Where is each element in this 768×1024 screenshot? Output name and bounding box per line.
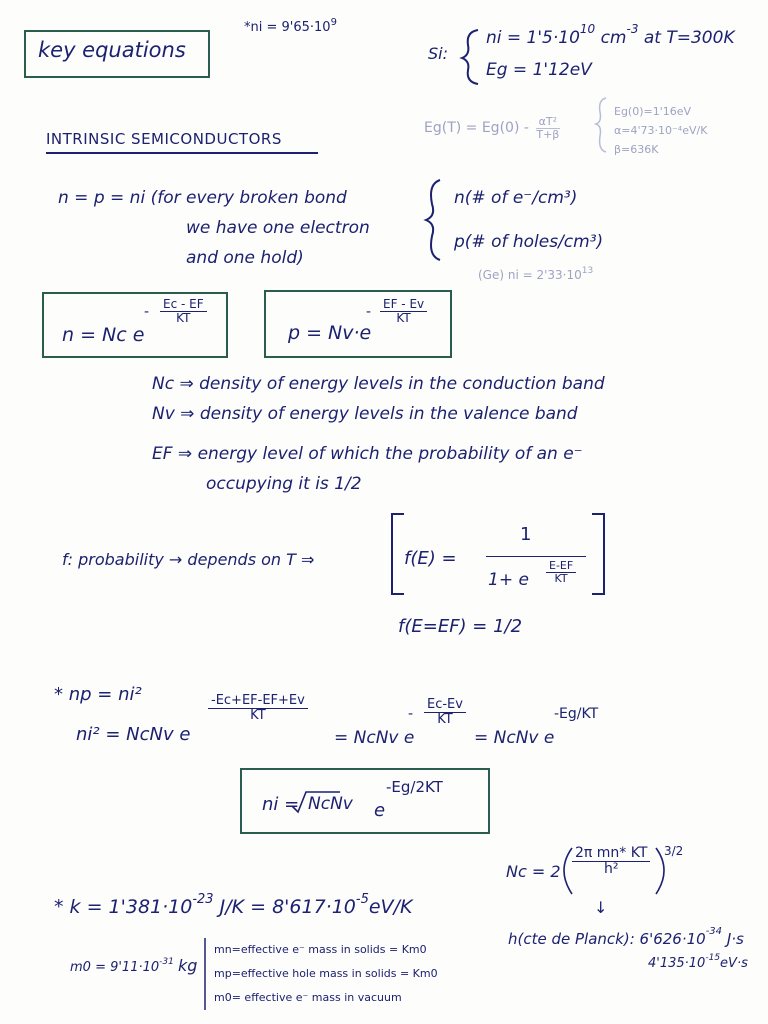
eg-notes: Eg(0)=1'16eV α=4'73·10⁻⁴eV/K β=636K [614,105,708,156]
eg-brace [596,98,606,152]
eg-formula: Eg(T) = Eg(0) - $\frac{\text{αT²}}{T+\beta}$ [424,115,560,141]
si-ni: ni = $1'5\cdot 10^{10}$ $cm^{-3}$ at T=300K [486,22,735,48]
fermi-fraction-bar [486,556,586,557]
exp1: $\frac{-Ec+EF-EF+Ev}{KT}$ [208,694,308,722]
exp3: -Eg/KT [554,706,599,722]
p-desc: p(# of holes/cm³) [454,232,604,252]
fermi-bracket-right [592,514,604,594]
np-line2: we have one electron [186,218,370,238]
electron-mass: $m0 = 9'11\cdot 10^{-31}$ kg [70,956,198,975]
si-eg: Eg = 1'12eV [486,60,592,80]
definition-nc: Nc ⇒ density of energy levels in the conduction band [152,374,605,394]
p-formula-lhs: p = Nv·e [288,322,372,344]
n-exponent: $\frac{Ec - EF}{KT}$ [160,298,207,324]
ni2-rhs: = NcNv e [474,728,555,748]
ni-exponent: -Eg/2KT [386,778,443,796]
mass-def-mp: mp=effective hole mass in solids = Km0 [214,967,438,980]
definition-nv: Nv ⇒ density of energy levels in the valence band [152,404,578,424]
mass-definitions [214,938,438,1010]
nc-power: 3/2 [664,844,684,858]
ni-e: e [374,800,386,821]
fermi-denominator: 1+ e [488,570,529,590]
k-constant: * $k = 1'381\cdot 10^{-23}$ $J/K = 8'617\cdot 10^{-5}eV/K$ [54,892,413,918]
planck-ev: $4'135\cdot 10^{-15}eV\cdot s$ [648,953,748,971]
fermi-half: f(E=EF) = 1/2 [398,616,523,637]
p-exponent: $\frac{EF - Ev}{KT}$ [380,298,427,324]
definition-ef-cont: occupying it is 1/2 [206,474,362,494]
planck-constant: h(cte de Planck): $6'626\cdot 10^{-34}$ J·s [508,926,744,948]
np-equation: * np = ni² [54,684,142,705]
mass-def-m0: m0= effective e⁻ mass in vacuum [214,991,402,1004]
definition-ef: EF ⇒ energy level of which the probability of an e⁻ [152,444,583,464]
ni2-lhs: ni² = NcNv e [76,724,191,745]
fermi-numerator: 1 [520,524,532,545]
fermi-lhs: f(E) = [404,548,457,569]
mass-def-mn: mn=effective e⁻ mass in solids = Km0 [214,943,427,956]
fermi-den-exponent: $\frac{E-EF}{KT}$ [546,560,576,584]
probability-text: f: probability → depends on T ⇒ [62,550,315,569]
si-label: Si: [428,44,448,63]
nc-paren-left [564,848,572,894]
p-exp-minus: - [366,304,372,320]
nc-arrow: ↓ [594,898,608,917]
np-brace [426,180,440,260]
ni2-mid: = NcNv e [334,728,415,748]
n-desc: n(# of e⁻/cm³) [454,188,578,208]
ge-note: (Ge) ni = $2'33\cdot 10^{13}$ [478,266,594,282]
fermi-bracket-left [392,514,404,594]
ni-lhs: ni = [262,794,300,815]
np-line3: and one hold) [186,248,304,268]
si-brace [462,30,478,84]
exp2: $\frac{Ec-Ev}{KT}$ [424,698,466,726]
star-note: $*ni = 9'65\cdot 10^9$ [244,17,337,35]
np-line1: n = p = ni (for every broken bond [58,188,347,208]
ni-sqrt-content: NcNv [308,794,353,814]
section-title: INTRINSIC SEMICONDUCTORS [46,130,282,148]
n-exp-minus: - [144,304,150,320]
n-formula-lhs: n = Nc e [62,324,145,346]
nc-lhs: Nc = 2 [506,862,561,881]
page-title: key equations [38,38,186,62]
exp2-minus: - [408,706,414,722]
nc-paren-right [656,848,664,894]
nc-fraction: $\frac{\text{2π mn* KT}}{\text{h²}}$ [572,846,650,876]
